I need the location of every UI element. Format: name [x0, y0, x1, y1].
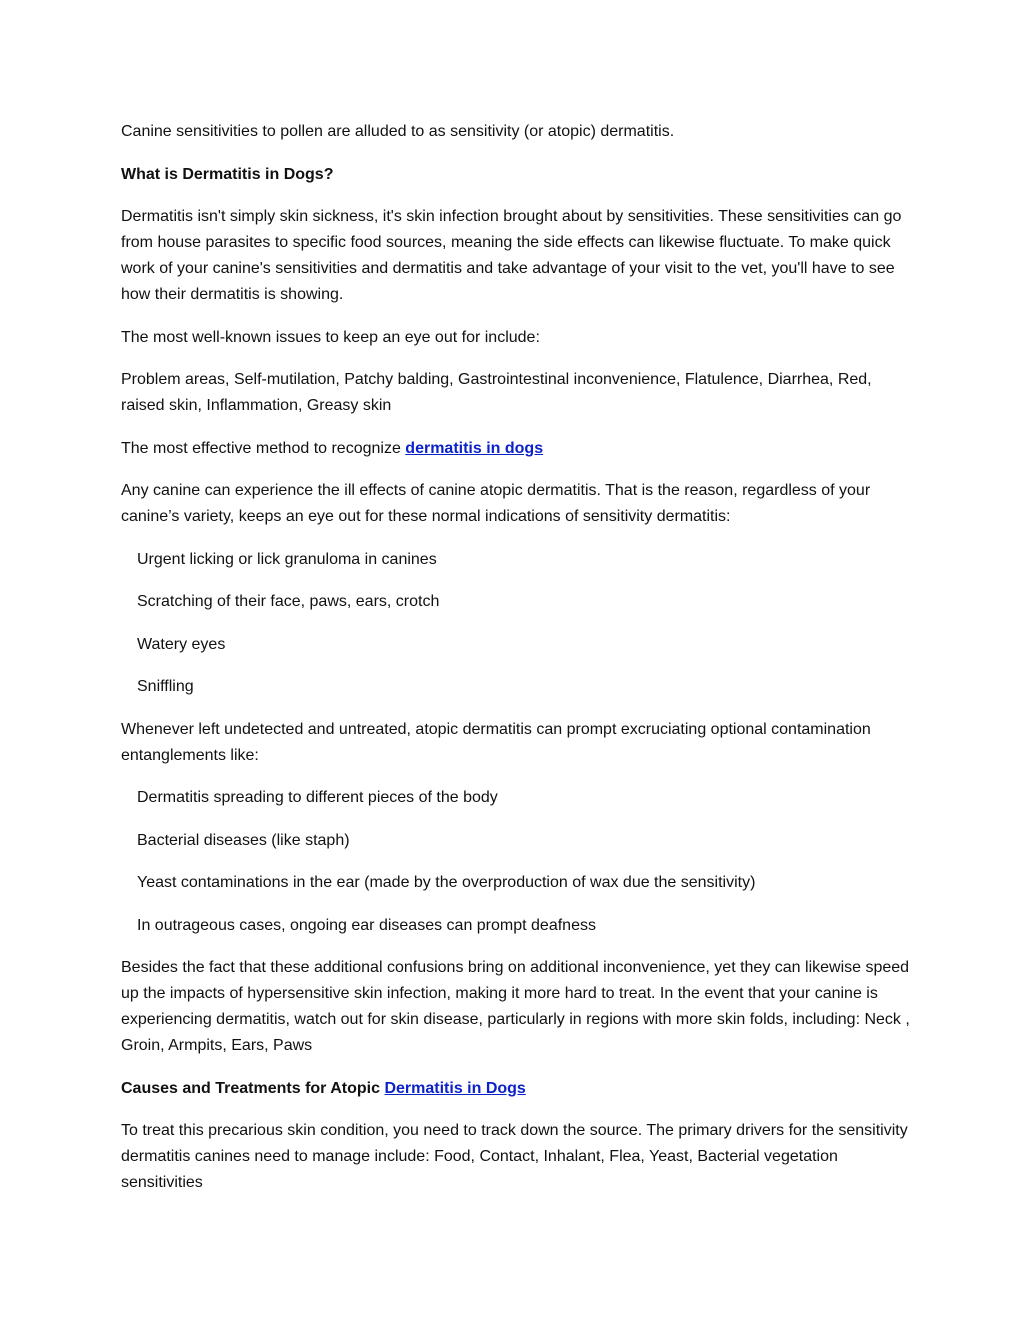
paragraph-complications-intro: Whenever left undetected and untreated, atopic dermatitis can prompt excruciating optional contamination entanglements like:: [121, 720, 871, 764]
link-dermatitis-in-dogs-heading[interactable]: Dermatitis in Dogs: [384, 1079, 526, 1097]
intro-paragraph: Canine sensitivities to pollen are alluded to as sensitivity (or atopic) dermatitis.: [121, 123, 675, 140]
list-item: In outrageous cases, ongoing ear diseases can prompt deafness: [137, 916, 596, 934]
paragraph-issues-intro: The most well-known issues to keep an eye out for include:: [121, 328, 540, 346]
list-item: Sniffling: [137, 678, 194, 695]
paragraph-any-canine: Any canine can experience the ill effects of canine atopic dermatitis. That is the reason, regardless of your canine’s variety, keeps an eye out for these normal indications of sensitivity dermatitis:: [121, 482, 871, 525]
paragraph-recognize: [121, 436, 911, 462]
paragraph-additional-confusions: Besides the fact that these additional confusions bring on additional inconvenience, yet they can likewise speed up the impacts of hypersensitive skin infection, making it more hard to treat. In the event that your canine is experiencing dermatitis, watch out for skin disease, particularly in regions with more skin folds, including: Neck , Groin, Armpits, Ears, Paws: [121, 959, 910, 1054]
paragraph-dermatitis-definition: Dermatitis isn't simply skin sickness, it's skin infection brought about by sensitivities. These sensitivities can go from house parasites to specific food sources, meaning the side effects can likewise fluctuate. To make quick work of your canine's sensitivities and dermatitis and take advantage of your visit to the vet, you'll have to see how their dermatitis is showing.: [121, 208, 902, 303]
list-item: Dermatitis spreading to different pieces of the body: [137, 789, 498, 806]
section-heading-causes-treatments: [121, 1076, 911, 1102]
list-item: Yeast contaminations in the ear (made by the overproduction of wax due the sensitivity): [137, 874, 756, 891]
link-dermatitis-in-dogs[interactable]: dermatitis in dogs: [405, 439, 544, 457]
list-item: Bacterial diseases (like staph): [137, 831, 350, 849]
list-item: Scratching of their face, paws, ears, crotch: [137, 593, 440, 610]
recognize-prefix: The most effective method to recognize: [121, 439, 406, 457]
list-item: Urgent licking or lick granuloma in canines: [137, 550, 437, 568]
document-body: [121, 119, 911, 1213]
heading-prefix: Causes and Treatments for Atopic: [121, 1079, 385, 1097]
paragraph-treat-source: To treat this precarious skin condition, you need to track down the source. The primary drivers for the sensitivity dermatitis canines need to manage include: Food, Contact, Inhalant, Flea, Yeast, Bacterial vegetation sensitivities: [121, 1122, 908, 1191]
paragraph-issues-list: Problem areas, Self-mutilation, Patchy balding, Gastrointestinal inconvenience, Flatulence, Diarrhea, Red, raised skin, Inflammation, Greasy skin: [121, 371, 872, 414]
section-heading-what-is-dermatitis: What is Dermatitis in Dogs?: [121, 165, 334, 183]
list-item: Watery eyes: [137, 635, 226, 653]
